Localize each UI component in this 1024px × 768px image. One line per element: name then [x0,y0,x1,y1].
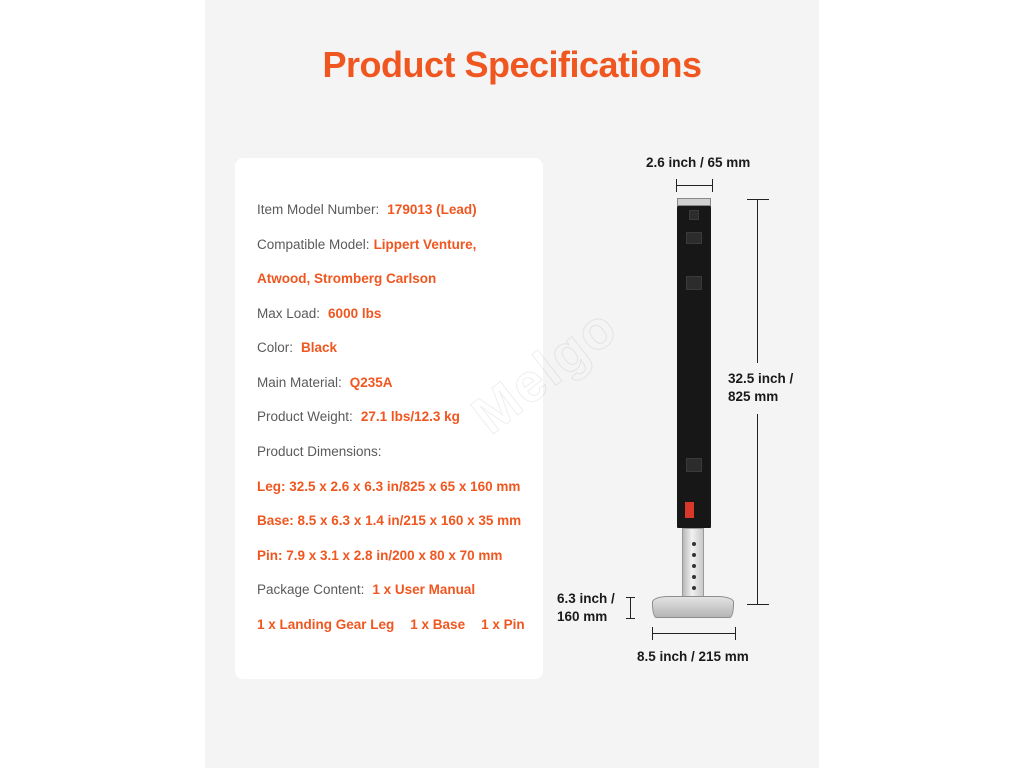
spec-max-load-label: Max Load: [257,306,321,321]
spec-color-value: Black [301,340,338,355]
dim-depth-label-1: 6.3 inch / [557,591,615,606]
spec-package-item: 1 x Landing Gear Leg [257,617,395,632]
spec-package-item: 1 x Pin [481,617,525,632]
spec-package-item: 1 x Base [410,617,466,632]
spec-weight-value: 27.1 lbs/12.3 kg [360,409,460,424]
leg-hole [686,276,702,290]
dim-depth-label-2: 160 mm [557,609,608,624]
dim-base-width-tick-left [652,627,653,640]
dim-height-tick-top [747,199,769,200]
page-title: Product Specifications [322,44,702,85]
spec-compatible-label: Compatible Model: [257,237,370,252]
spec-package-cont [257,616,525,634]
pin-hole [692,553,696,557]
dim-height-tick-bottom [747,604,769,605]
leg-top-cap [677,198,711,206]
dim-height-line-bottom [757,414,758,604]
spec-model-value: 179013 (Lead) [387,202,477,217]
spec-leg-dimensions: Leg: 32.5 x 2.6 x 6.3 in/825 x 65 x 160 mm [257,479,521,494]
dim-depth-line [630,597,631,618]
dim-base-width-label: 8.5 inch / 215 mm [637,649,749,664]
spec-max-load-value: 6000 lbs [328,306,382,321]
spec-weight [257,408,460,426]
leg-hole [689,210,699,220]
spec-compatible-value: Lippert Venture, [373,237,477,252]
dim-depth-tick-bottom [626,618,635,619]
spec-color [257,339,337,357]
dim-width-tick-left [676,179,677,192]
spec-compatible-cont: Atwood, Stromberg Carlson [257,271,437,286]
dim-height-line-top [757,199,758,363]
pin-hole [692,586,696,590]
dim-width-label: 2.6 inch / 65 mm [646,155,751,170]
dim-height-label-2: 825 mm [728,389,779,404]
dim-base-width-line [652,633,736,634]
spec-dimensions-label: Product Dimensions: [257,444,382,459]
spec-material [257,374,393,392]
leg-hole [686,458,702,472]
dim-width-line [676,185,713,186]
spec-compatible [257,236,476,254]
dim-height-label-1: 32.5 inch / [728,371,794,386]
dim-base-width-tick-right [735,627,736,640]
landing-gear-leg [677,206,711,528]
spec-weight-label: Product Weight: [257,409,353,424]
spec-max-load [257,305,381,323]
spec-package-label: Package Content: [257,582,365,597]
spec-material-label: Main Material: [257,375,342,390]
pin-hole [692,575,696,579]
dim-width-tick-right [712,179,713,192]
dim-depth-tick-top [626,597,635,598]
spec-color-label: Color: [257,340,294,355]
leg-base-plate [652,596,734,618]
spec-model [257,201,477,219]
watermark: Melgo [461,296,629,446]
spec-pin-dimensions: Pin: 7.9 x 3.1 x 2.8 in/200 x 80 x 70 mm [257,548,503,563]
spec-package [257,581,475,599]
spec-base-dimensions: Base: 8.5 x 6.3 x 1.4 in/215 x 160 x 35 mm [257,513,522,528]
spec-material-value: Q235A [349,375,393,390]
pin-hole [692,542,696,546]
leg-label-sticker [685,502,694,518]
spec-model-label: Item Model Number: [257,202,380,217]
pin-hole [692,564,696,568]
spec-package-item: 1 x User Manual [372,582,476,597]
leg-hole [686,232,702,244]
